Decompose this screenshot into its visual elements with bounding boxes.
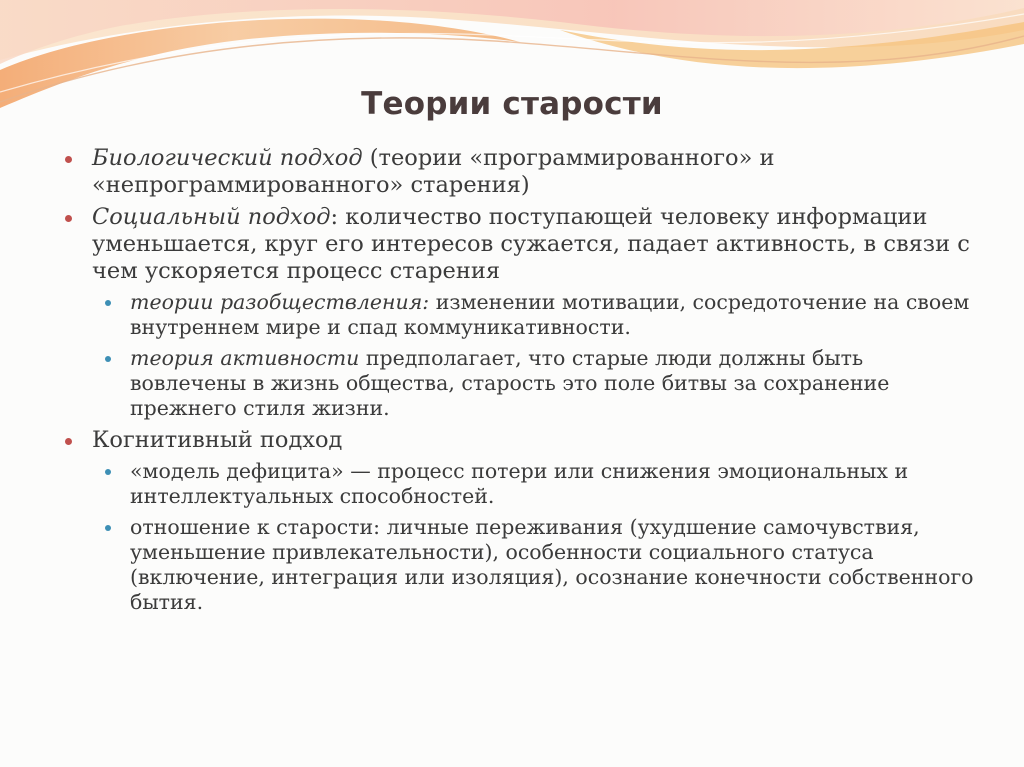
bullet-social xyxy=(62,204,982,285)
sub-bullet-dot-icon xyxy=(105,356,111,362)
bullet-list xyxy=(62,145,982,621)
disengagement-label: теории разобществления: xyxy=(130,290,430,314)
biological-approach-text: (теории «программированного» и «непрограммированного» старения) xyxy=(92,145,775,198)
sub-bullet-dot-icon xyxy=(105,300,111,306)
social-approach-text: : количество поступающей человеку информации уменьшается, круг его интересов сужается, падает активность, в связи с чем ускоряется процесс старения xyxy=(92,204,970,284)
bullet-cognitive xyxy=(62,427,982,454)
disengagement-text: изменении мотивации, сосредоточение на своем внутреннем мире и спад коммуникативности. xyxy=(130,290,970,339)
sub-bullet-dot-icon xyxy=(105,469,111,475)
sub-bullet-dot-icon xyxy=(105,525,111,531)
deficit-model-text: «модель дефицита» — процесс потери или снижения эмоциональных и интеллектуальных способностей. xyxy=(130,459,909,508)
sub-bullet-attitude xyxy=(62,515,982,615)
bullet-dot-icon xyxy=(65,215,72,222)
sub-bullet-deficit-model xyxy=(62,459,982,509)
activity-label: теория активности xyxy=(130,346,360,370)
slide-title: Теории старости xyxy=(361,86,663,122)
social-approach-label: Социальный подход xyxy=(92,204,331,230)
bullet-dot-icon xyxy=(65,438,72,445)
cognitive-approach-text: Когнитивный подход xyxy=(92,427,343,453)
attitude-text: отношение к старости: личные переживания (ухудшение самочувствия, уменьшение привлекательности), особенности социального статуса (включение, интеграция или изоляция), осознание конечности собственного бытия. xyxy=(130,515,974,614)
bullet-biological xyxy=(62,145,982,199)
bullet-dot-icon xyxy=(65,156,72,163)
sub-bullet-disengagement xyxy=(62,290,982,340)
biological-approach-label: Биологический подход xyxy=(92,145,363,171)
sub-bullet-activity xyxy=(62,346,982,421)
activity-text: предполагает, что старые люди должны быть вовлечены в жизнь общества, старость это поле битвы за сохранение прежнего стиля жизни. xyxy=(130,346,890,420)
